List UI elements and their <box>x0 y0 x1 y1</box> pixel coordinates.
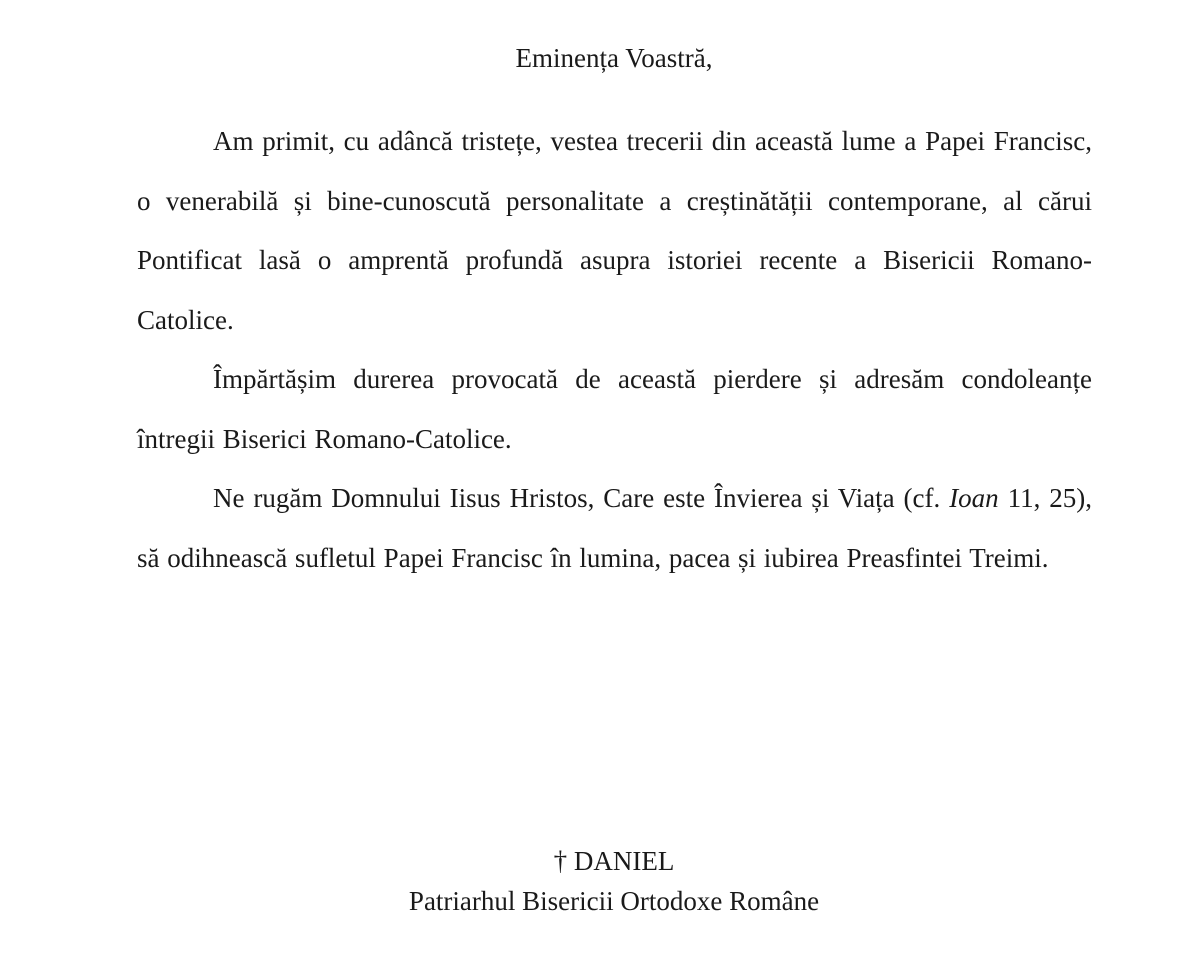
paragraph-prayer <box>137 469 1092 588</box>
signatory-title: Patriarhul Bisericii Ortodoxe Române <box>408 886 820 916</box>
prayer-text-start: Ne rugăm Domnului Iisus Hristos, Care este Învierea și Viața (cf. <box>213 483 950 513</box>
scripture-reference: Ioan <box>949 483 999 513</box>
prayer-text-end: 11, 25), să odihnească sufletul Papei Francisc în lumina, pacea și iubirea Preasfintei Treimi. <box>137 483 1092 573</box>
signature-block <box>0 841 1200 921</box>
signatory-name: † DANIEL <box>553 846 675 876</box>
paragraph-condolence-news: Am primit, cu adâncă tristețe, vestea trecerii din această lume a Papei Francisc, o venerabilă și bine-cunoscută personalitate a creștinătății contemporane, al cărui Pontificat lasă o amprentă profundă asupra istoriei recente a Bisericii Romano-Catolice. <box>137 126 1092 335</box>
paragraph-shared-grief: Împărtășim durerea provocată de această pierdere și adresăm condoleanțe întregii Biserici Romano-Catolice. <box>137 364 1092 454</box>
letter-body <box>137 112 1092 588</box>
salutation: Eminența Voastră, <box>515 43 713 73</box>
